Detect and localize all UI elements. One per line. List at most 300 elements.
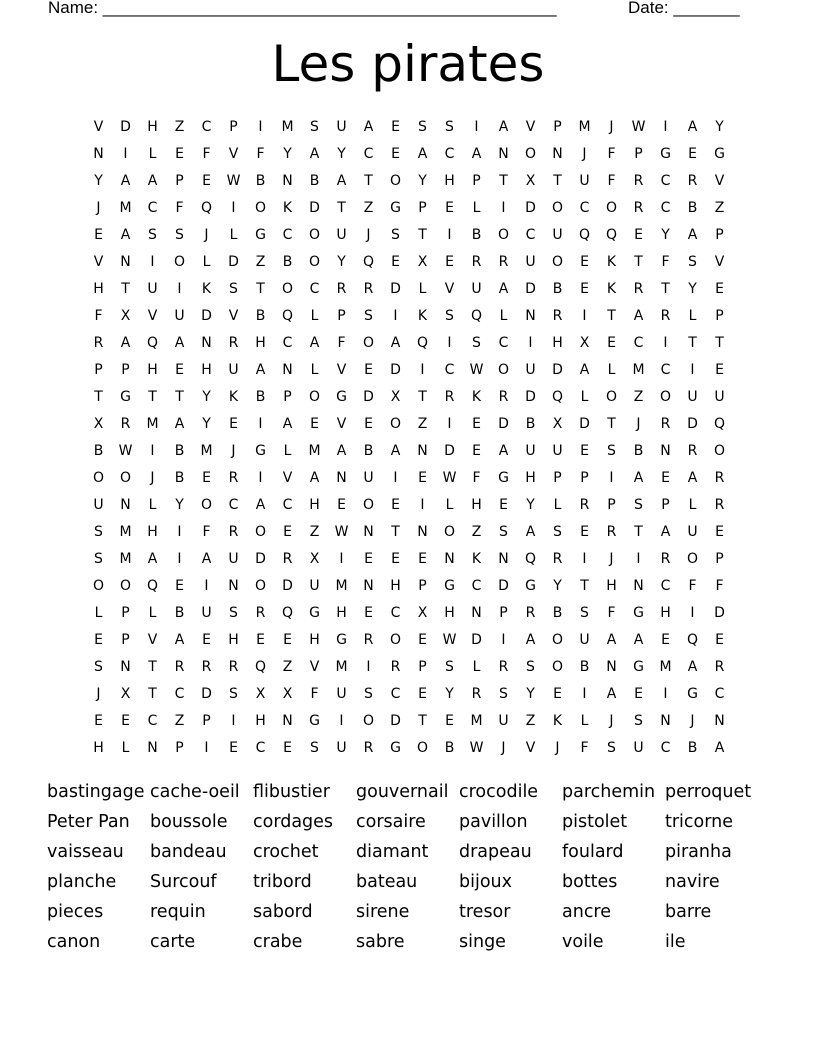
grid-letter: I [582,550,587,567]
grid-letter: M [632,361,645,378]
grid-letter: G [660,145,671,162]
grid-letter: C [282,334,293,351]
grid-letter: N [714,712,725,729]
grid-letter: S [526,658,535,675]
word-list-item: voile [562,932,604,952]
grid-letter: F [607,172,616,189]
grid-letter: S [94,523,103,540]
grid-letter: T [580,577,589,594]
grid-letter: Z [714,199,725,216]
grid-letter: P [580,469,589,486]
grid-letter: Y [283,145,292,162]
grid-letter: E [202,631,211,648]
grid-letter: R [174,658,185,675]
grid-letter: D [363,388,374,405]
grid-letter: K [471,388,482,405]
grid-letter: O [605,199,618,216]
grid-letter: U [336,118,347,135]
grid-letter: E [175,145,184,162]
grid-letter: P [472,172,481,189]
grid-letter: E [688,145,697,162]
grid-letter: O [443,523,456,540]
grid-letter: J [96,685,101,702]
grid-letter: R [93,334,104,351]
grid-letter: C [444,361,455,378]
grid-letter: A [174,334,185,351]
grid-letter: O [119,577,132,594]
grid-letter: C [660,361,671,378]
grid-letter: M [281,118,294,135]
grid-letter: F [202,523,211,540]
grid-letter: D [579,415,590,432]
grid-letter: B [174,442,185,459]
grid-letter: N [282,712,293,729]
grid-letter: E [121,712,130,729]
grid-letter: O [308,226,321,243]
grid-letter: T [148,685,157,702]
grid-letter: O [254,523,267,540]
grid-letter: B [255,388,266,405]
word-list-item: bastingage [47,782,145,802]
grid-letter: M [578,118,591,135]
grid-letter: N [201,334,212,351]
grid-letter: P [553,469,562,486]
grid-letter: E [283,631,292,648]
grid-letter: L [94,604,103,621]
grid-letter: B [687,199,698,216]
grid-letter: F [661,253,670,270]
grid-letter: G [309,604,320,621]
grid-letter: O [551,253,564,270]
grid-letter: R [552,307,563,324]
word-list-item: Peter Pan [47,812,130,832]
grid-letter: D [687,415,698,432]
grid-letter: X [120,685,131,702]
grid-letter: L [283,442,292,459]
grid-letter: X [525,172,536,189]
grid-letter: S [148,226,157,243]
grid-letter: S [310,739,319,756]
word-list-item: gouvernail [356,782,449,802]
grid-letter: O [524,145,537,162]
grid-letter: L [202,253,211,270]
grid-letter: O [686,550,699,567]
grid-letter: V [714,172,725,189]
grid-letter: B [282,253,293,270]
grid-letter: C [660,172,671,189]
grid-letter: B [444,739,455,756]
grid-letter: F [310,685,319,702]
grid-letter: U [471,280,482,297]
grid-letter: E [580,253,589,270]
grid-letter: G [255,226,266,243]
grid-letter: K [471,550,482,567]
grid-letter: L [688,307,697,324]
grid-letter: S [229,685,238,702]
grid-letter: K [282,199,293,216]
grid-letter: T [634,523,643,540]
grid-letter: T [148,388,157,405]
grid-letter: T [607,307,616,324]
word-list-item: sabord [253,902,313,922]
grid-letter: C [444,145,455,162]
grid-letter: R [660,307,671,324]
grid-letter: V [93,253,104,270]
grid-letter: I [663,118,668,135]
grid-letter: A [309,334,320,351]
grid-letter: C [363,145,374,162]
word-list-item: pistolet [562,812,628,832]
grid-letter: U [336,226,347,243]
grid-letter: A [633,631,644,648]
grid-letter: E [391,550,400,567]
grid-letter: J [231,442,236,459]
grid-letter: Z [174,118,185,135]
grid-letter: X [309,550,320,567]
grid-letter: H [552,334,563,351]
grid-letter: O [416,739,429,756]
grid-letter: P [202,712,211,729]
grid-letter: Z [471,523,482,540]
grid-letter: R [660,550,671,567]
grid-letter: V [147,307,158,324]
grid-letter: Z [282,658,293,675]
grid-letter: I [582,685,587,702]
grid-letter: U [336,685,347,702]
grid-letter: L [580,712,589,729]
grid-letter: P [715,307,724,324]
grid-letter: B [255,307,266,324]
grid-letter: B [687,739,698,756]
grid-letter: T [175,388,184,405]
grid-letter: F [607,604,616,621]
grid-letter: R [228,523,239,540]
grid-letter: R [471,253,482,270]
grid-letter: J [609,118,614,135]
grid-letter: M [200,442,213,459]
grid-letter: F [472,469,481,486]
grid-letter: N [363,523,374,540]
grid-letter: J [366,226,371,243]
grid-letter: T [634,253,643,270]
grid-letter: D [390,712,401,729]
grid-letter: E [634,226,643,243]
grid-letter: A [633,307,644,324]
grid-letter: H [147,118,158,135]
grid-letter: S [310,118,319,135]
grid-letter: X [417,253,428,270]
grid-letter: I [420,361,425,378]
grid-letter: O [389,631,402,648]
grid-letter: O [362,712,375,729]
grid-letter: G [120,388,131,405]
word-list-item: parchemin [562,782,656,802]
grid-letter: D [498,577,509,594]
grid-letter: H [309,496,320,513]
grid-letter: A [498,442,509,459]
grid-letter: G [687,685,698,702]
grid-letter: A [120,334,131,351]
grid-letter: E [310,415,319,432]
grid-letter: E [256,631,265,648]
grid-letter: W [334,523,349,540]
word-list-item: bijoux [459,872,512,892]
word-list-item: bandeau [150,842,227,862]
grid-letter: U [201,604,212,621]
grid-letter: U [552,442,563,459]
grid-letter: R [228,658,239,675]
grid-letter: V [525,118,536,135]
grid-letter: A [687,118,698,135]
grid-letter: C [660,199,671,216]
grid-letter: N [228,577,239,594]
grid-letter: E [364,604,373,621]
grid-letter: P [121,631,130,648]
grid-letter: R [363,631,374,648]
grid-letter: U [579,172,590,189]
word-list-item: crabe [253,932,303,952]
grid-letter: H [93,739,104,756]
grid-letter: Q [200,199,213,216]
grid-letter: H [255,334,266,351]
grid-letter: B [255,172,266,189]
grid-letter: S [607,442,616,459]
grid-letter: N [417,442,428,459]
grid-letter: G [498,469,509,486]
word-list-item: sirene [356,902,410,922]
grid-letter: C [660,577,671,594]
grid-letter: C [714,685,725,702]
grid-letter: E [364,361,373,378]
grid-letter: W [442,631,457,648]
grid-letter: N [93,145,104,162]
grid-letter: H [444,172,455,189]
grid-letter: R [498,253,509,270]
grid-letter: U [93,496,104,513]
grid-letter: A [417,145,428,162]
grid-letter: L [607,361,616,378]
grid-letter: G [255,442,266,459]
grid-letter: S [445,307,454,324]
grid-letter: L [445,496,454,513]
grid-letter: D [552,361,563,378]
grid-letter: D [390,361,401,378]
grid-letter: P [418,658,427,675]
word-list-item: perroquet [665,782,752,802]
grid-letter: R [228,469,239,486]
grid-letter: T [553,172,562,189]
grid-letter: I [150,442,155,459]
grid-letter: A [390,334,401,351]
grid-letter: Y [715,118,724,135]
grid-letter: Q [605,226,618,243]
grid-letter: H [660,604,671,621]
grid-letter: Y [337,145,346,162]
grid-letter: F [202,145,211,162]
grid-letter: T [418,712,427,729]
grid-letter: Y [175,496,184,513]
grid-letter: N [525,307,536,324]
grid-letter: S [499,523,508,540]
grid-letter: C [660,739,671,756]
grid-letter: A [255,361,266,378]
grid-letter: E [337,496,346,513]
grid-letter: S [94,658,103,675]
grid-letter: I [690,361,695,378]
grid-letter: R [714,496,725,513]
word-list-item: navire [665,872,720,892]
grid-letter: S [445,118,454,135]
grid-letter: Q [146,577,159,594]
grid-letter: D [255,550,266,567]
grid-letter: Y [688,280,697,297]
grid-letter: I [501,631,506,648]
grid-letter: D [201,307,212,324]
grid-letter: D [525,280,536,297]
grid-letter: A [363,118,374,135]
grid-letter: E [607,334,616,351]
grid-letter: E [445,253,454,270]
grid-letter: R [336,280,347,297]
grid-letter: N [444,550,455,567]
grid-letter: X [417,604,428,621]
grid-letter: R [498,388,509,405]
word-list-item: tricorne [665,812,733,832]
grid-letter: V [525,739,536,756]
grid-letter: O [254,199,267,216]
grid-letter: U [552,226,563,243]
grid-letter: A [282,415,293,432]
grid-letter: I [420,496,425,513]
grid-letter: S [391,226,400,243]
grid-letter: O [362,334,375,351]
grid-letter: R [471,685,482,702]
grid-letter: A [606,631,617,648]
name-field[interactable]: Name: ________________________________________________ [48,0,557,17]
grid-letter: R [390,658,401,675]
grid-letter: X [93,415,104,432]
grid-letter: D [525,388,536,405]
grid-letter: N [147,739,158,756]
grid-letter: V [282,469,293,486]
grid-letter: F [337,334,346,351]
grid-letter: E [715,631,724,648]
grid-letter: E [364,550,373,567]
grid-letter: E [202,172,211,189]
grid-letter: E [418,685,427,702]
grid-letter: Y [526,685,535,702]
grid-letter: Q [254,658,267,675]
grid-letter: I [366,658,371,675]
grid-letter: E [715,361,724,378]
grid-letter: V [336,415,347,432]
grid-letter: E [391,118,400,135]
grid-letter: C [255,739,266,756]
grid-letter: L [148,496,157,513]
grid-letter: B [174,604,185,621]
grid-letter: P [715,550,724,567]
grid-letter: D [309,199,320,216]
grid-letter: C [525,226,536,243]
grid-letter: H [255,712,266,729]
grid-letter: S [94,550,103,567]
grid-letter: I [258,415,263,432]
grid-letter: C [471,577,482,594]
grid-letter: T [148,658,157,675]
grid-letter: Z [417,415,428,432]
grid-letter: L [229,226,238,243]
grid-letter: O [308,388,321,405]
grid-letter: H [147,523,158,540]
grid-letter: W [631,118,646,135]
word-list-item: crocodile [459,782,539,802]
grid-letter: W [442,469,457,486]
grid-letter: N [660,712,671,729]
grid-letter: E [391,253,400,270]
grid-letter: A [525,523,536,540]
grid-letter: F [94,307,103,324]
grid-letter: E [364,415,373,432]
grid-letter: D [282,577,293,594]
grid-letter: E [175,577,184,594]
grid-letter: O [389,415,402,432]
grid-letter: I [582,307,587,324]
grid-letter: C [633,334,644,351]
grid-letter: Q [524,550,537,567]
word-list-item: tribord [253,872,312,892]
grid-letter: N [120,496,131,513]
grid-letter: A [336,172,347,189]
word-list-item: bottes [562,872,618,892]
grid-letter: M [119,199,132,216]
grid-letter: E [580,442,589,459]
grid-letter: Q [281,307,294,324]
grid-letter: J [96,199,101,216]
grid-letter: O [119,469,132,486]
grid-letter: S [229,604,238,621]
grid-letter: O [92,469,105,486]
grid-letter: C [174,685,185,702]
grid-letter: U [579,631,590,648]
grid-letter: N [120,253,131,270]
grid-letter: T [337,199,346,216]
grid-letter: K [201,280,212,297]
grid-letter: X [390,388,401,405]
grid-letter: I [663,685,668,702]
word-list-item: planche [47,872,117,892]
word-list-item: cordages [253,812,334,832]
grid-letter: N [660,442,671,459]
grid-letter: E [94,226,103,243]
grid-letter: R [579,496,590,513]
grid-letter: G [444,577,455,594]
grid-letter: B [633,442,644,459]
grid-letter: Q [146,334,159,351]
grid-letter: Z [255,253,266,270]
grid-letter: B [525,415,536,432]
grid-letter: A [174,415,185,432]
date-field[interactable]: Date: _______ [628,0,740,17]
grid-letter: G [633,658,644,675]
grid-letter: B [552,604,563,621]
grid-letter: C [579,199,590,216]
word-list-item: flibustier [253,782,330,802]
grid-letter: C [498,334,509,351]
grid-letter: E [634,685,643,702]
grid-letter: Q [362,253,375,270]
grid-letter: N [606,658,617,675]
grid-letter: W [118,442,133,459]
